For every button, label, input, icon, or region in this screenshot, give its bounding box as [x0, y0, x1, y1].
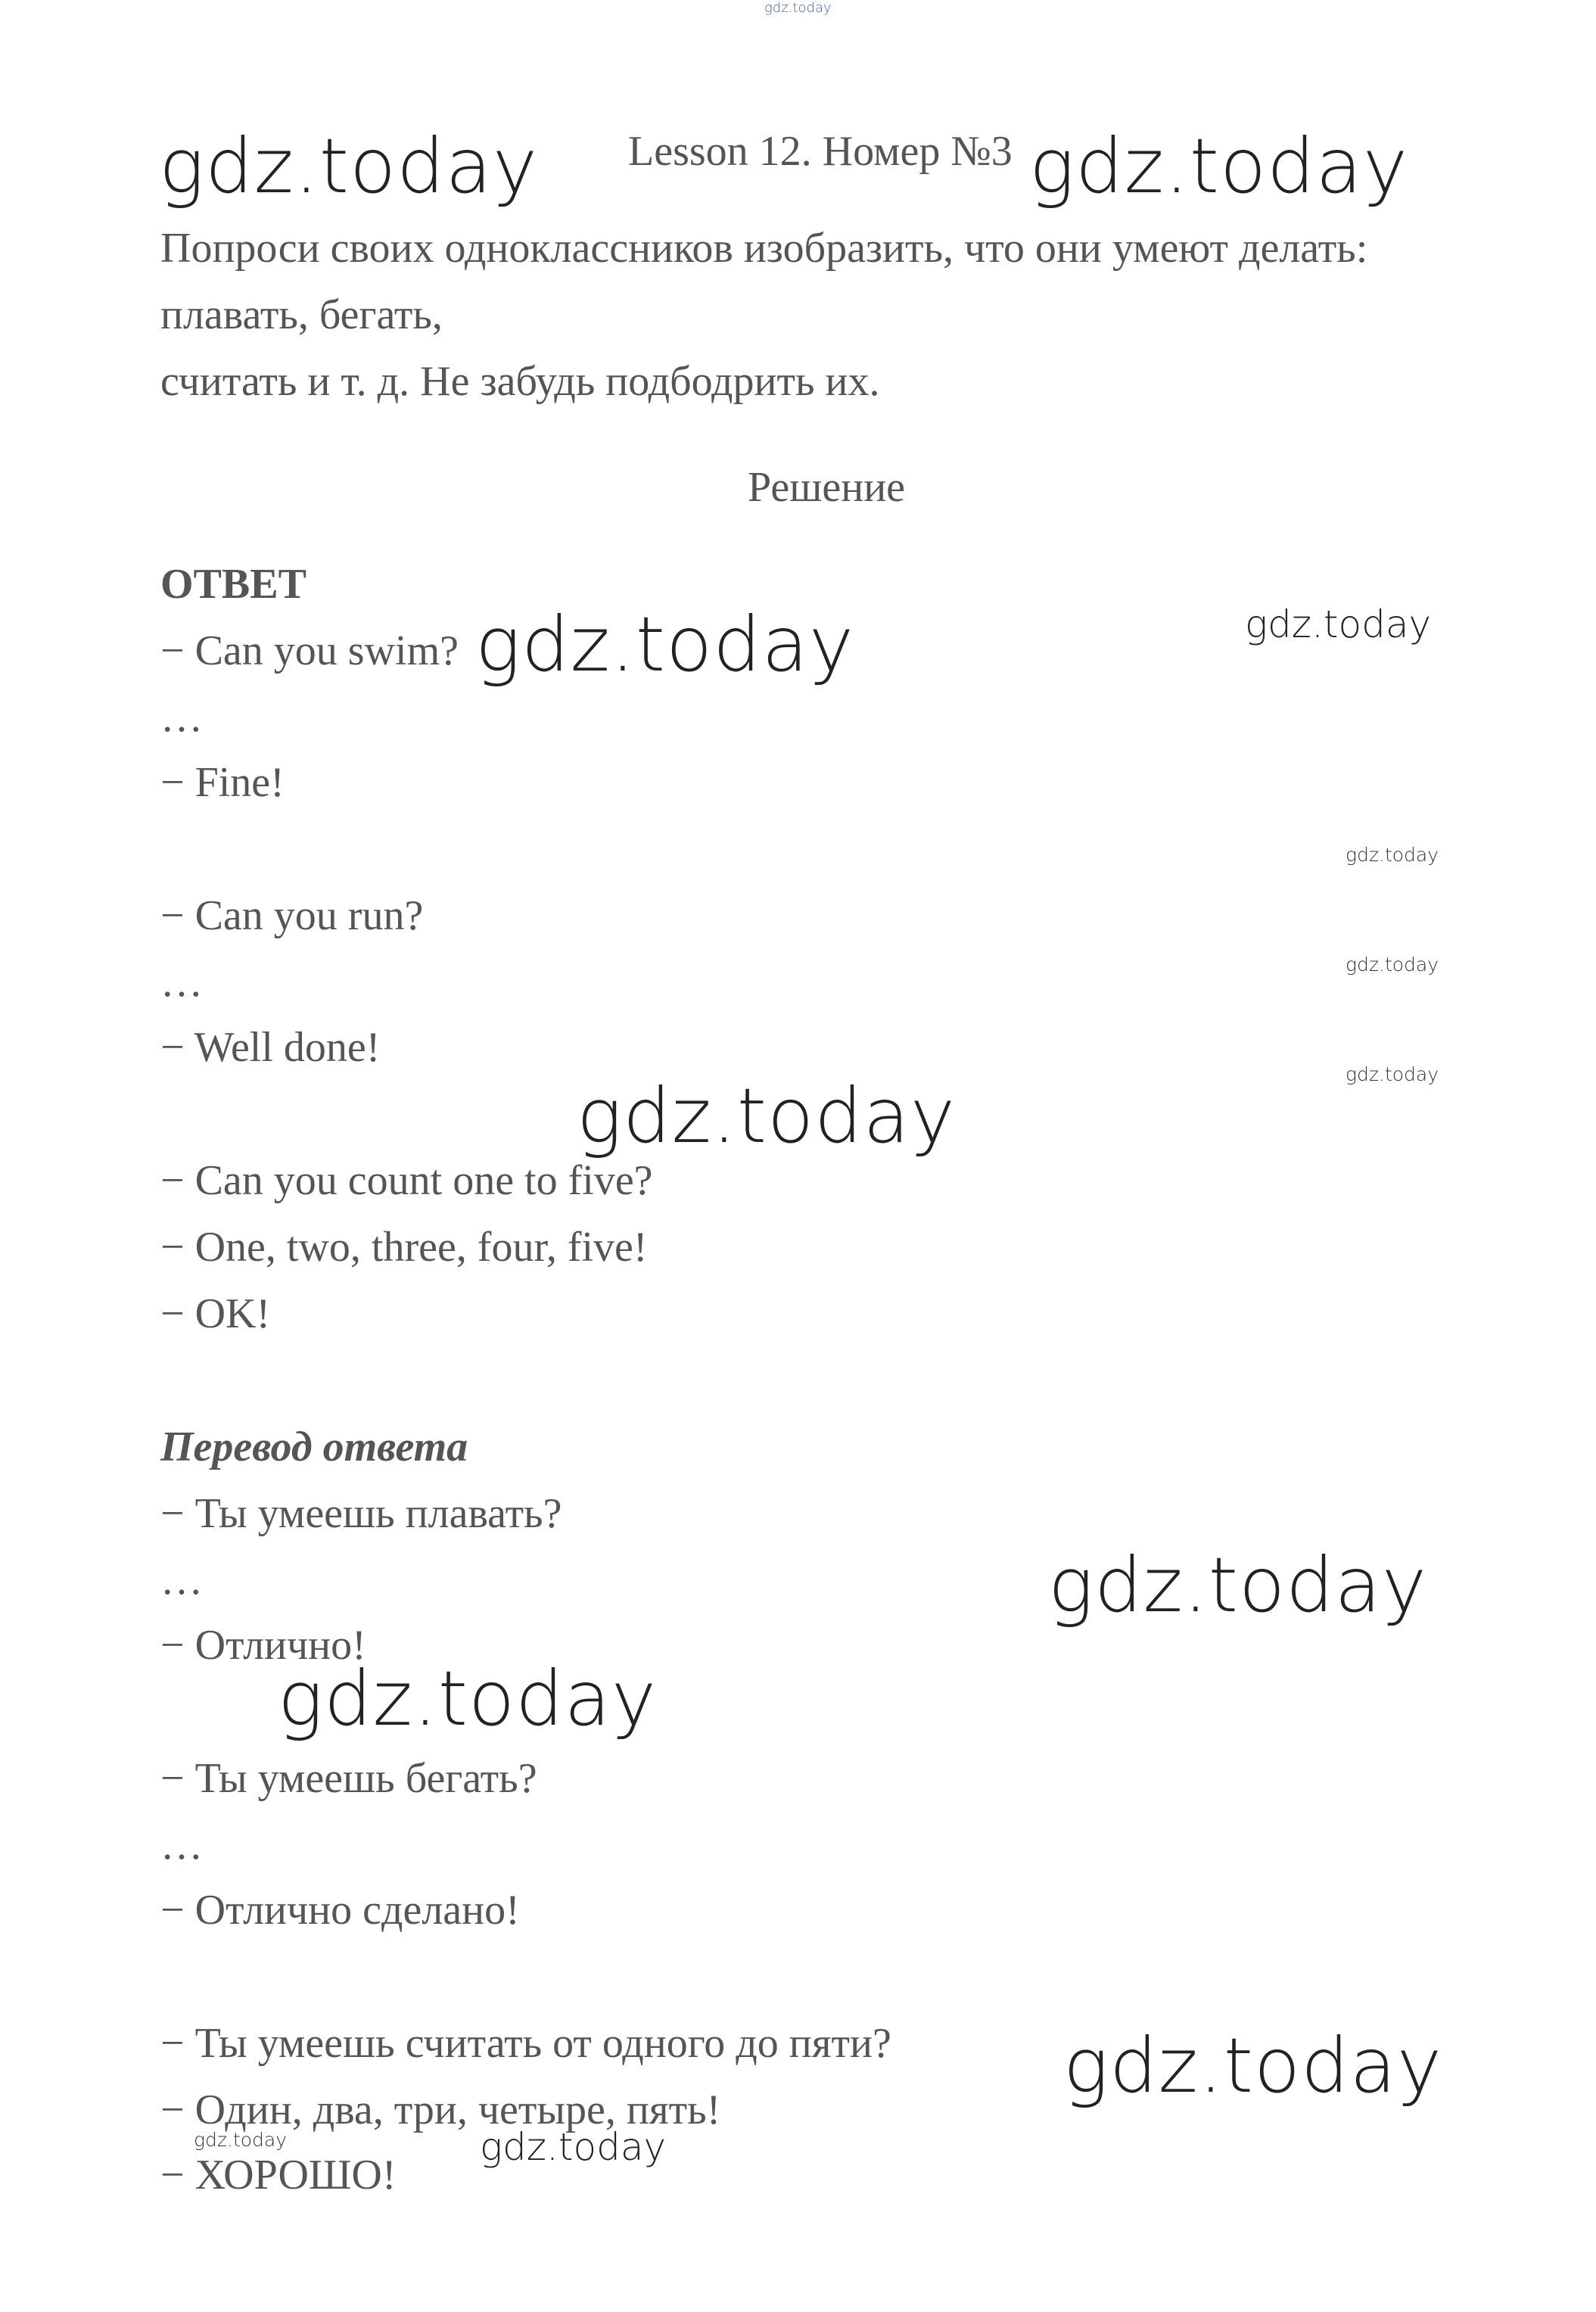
translation-line: − Один, два, три, четыре, пять!: [160, 2086, 721, 2133]
translation-line: − Ты умеешь плавать?: [160, 1490, 562, 1537]
answer-heading: ОТВЕТ: [160, 561, 306, 608]
answer-line: − Can you swim?: [160, 627, 459, 674]
answer-line: − Well done!: [160, 1024, 381, 1071]
watermark: gdz.today: [480, 2125, 667, 2169]
translation-heading: Перевод ответа: [160, 1424, 468, 1470]
watermark: gdz.today: [475, 600, 855, 689]
answer-line: − Can you count one to five?: [160, 1157, 653, 1204]
watermark: gdz.today: [764, 0, 832, 16]
watermark: gdz.today: [278, 1654, 658, 1743]
answer-line: − OK!: [160, 1290, 271, 1337]
watermark: gdz.today: [1346, 1063, 1439, 1085]
task-line-2: плавать, бегать,: [160, 291, 443, 338]
answer-line: …: [160, 959, 203, 1006]
watermark: gdz.today: [1063, 2021, 1443, 2110]
translation-line: …: [160, 1557, 203, 1604]
lesson-title: Lesson 12. Номер №3: [628, 128, 1013, 175]
solution-heading: Решение: [748, 464, 906, 511]
task-line-3: считать и т. д. Не забудь подбодрить их.: [160, 358, 880, 405]
translation-line: − Ты умеешь считать от одного до пяти?: [160, 2020, 891, 2067]
task-line-1: Попроси своих одноклассников изобразить, что они умеют делать:: [160, 225, 1368, 272]
translation-line: − Отлично сделано!: [160, 1887, 520, 1934]
translation-line: − Отлично!: [160, 1622, 366, 1669]
translation-line: − Ты умеешь бегать?: [160, 1755, 537, 1802]
answer-line: − One, two, three, four, five!: [160, 1224, 648, 1271]
answer-line: …: [160, 694, 203, 741]
watermark: gdz.today: [577, 1072, 957, 1160]
watermark: gdz.today: [1029, 122, 1409, 210]
watermark: gdz.today: [1346, 954, 1439, 976]
watermark: gdz.today: [194, 2129, 288, 2151]
watermark: gdz.today: [1048, 1541, 1428, 1629]
answer-line: − Can you run?: [160, 892, 424, 939]
watermark: gdz.today: [1245, 602, 1432, 646]
translation-line: …: [160, 1822, 203, 1869]
translation-line: − ХОРОШО!: [160, 2152, 397, 2198]
answer-line: − Fine!: [160, 759, 285, 806]
watermark: gdz.today: [159, 122, 539, 210]
watermark: gdz.today: [1346, 844, 1439, 866]
